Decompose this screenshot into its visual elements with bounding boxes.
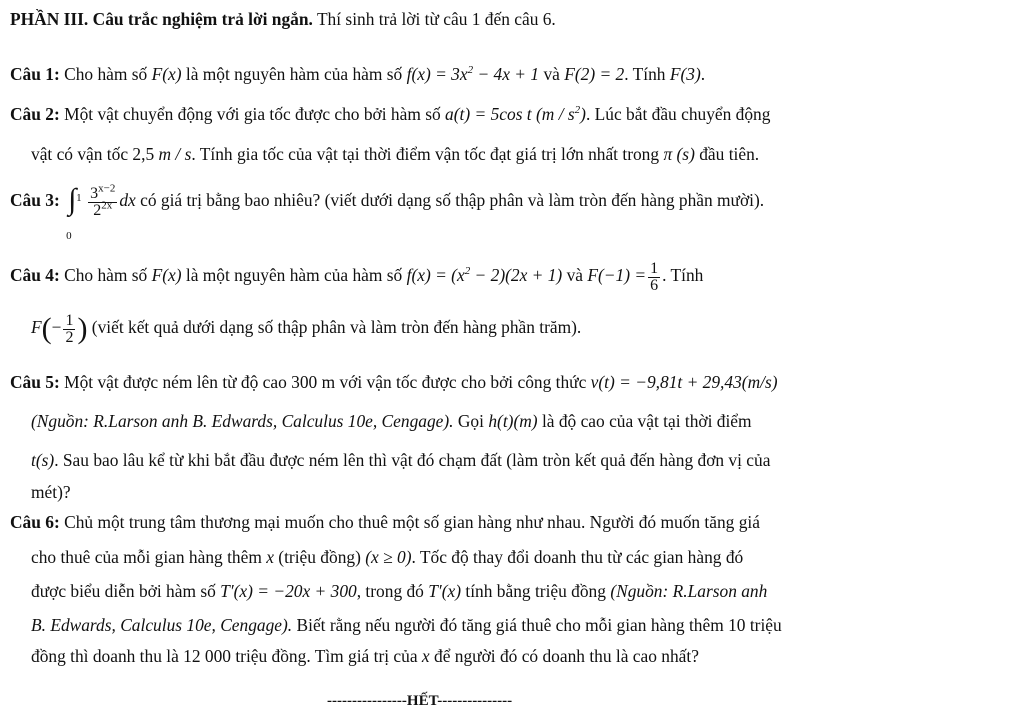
fraction-one-sixth: $\frac{1}{6}$ (650, 259, 659, 294)
question-6-line-4: B. Edwards, Calculus 10e, Cengage). Biết rằng nếu người đó tăng giá thuê cho mỗi gian hàng thêm 10 triệu (31, 615, 782, 635)
math-velocity: v(t) = −9,81t + 29,43(m/s) (590, 372, 778, 392)
fraction-one-half: $\frac{1}{2}$ (65, 311, 74, 346)
question-3: Câu 3: 1 ∫ 0 $\frac{3^{x-2}}{2^{2x}}$ dx có giá trị bằng bao nhiêu? (viết dưới dạng số thập phân và làm tròn đến hàng phần mười). (10, 178, 764, 224)
question-4-label: Câu 4: (10, 265, 60, 285)
question-1-text: . Tính (624, 64, 666, 84)
question-5-line-2: (Nguồn: R.Larson anh B. Edwards, Calculus 10e, Cengage). Gọi h(t)(m) là độ cao của vật tại thời điểm (31, 411, 752, 431)
math-condition: F(−1) = (587, 265, 647, 285)
question-1-text: Cho hàm số (64, 64, 148, 84)
question-3-label: Câu 3: (10, 190, 60, 210)
integrand-fraction: $\frac{3^{x-2}}{2^{2x}}$ (90, 182, 116, 219)
end-marker: ----------------HẾT--------------- (327, 693, 513, 709)
question-1-text: và (543, 64, 560, 84)
math-dx: dx (119, 190, 136, 210)
math-fx: $f(x) = 3x^2 - 4x + 1$ (406, 64, 540, 84)
question-6-line-2: cho thuê của mỗi gian hàng thêm x (triệu đồng) (x ≥ 0). Tốc độ thay đổi doanh thu từ các gian hàng đó (31, 547, 744, 567)
integral-sign: 1 ∫ 0 (66, 183, 82, 242)
question-1-label: Câu 1: (10, 64, 60, 84)
question-6-line-5: đồng thì doanh thu là 12 000 triệu đồng. Tìm giá trị của x để người đó có doanh thu là cao nhất? (31, 646, 699, 666)
question-5-line-3: t(s). Sau bao lâu kể từ khi bắt đầu được ném lên thì vật đó chạm đất (làm tròn kết quả đến hàng đơn vị của (31, 450, 771, 470)
question-4-line-2: F(− $\frac{1}{2}$ ) (viết kết quả dưới dạng số thập phân và làm tròn đến hàng phần trăm). (31, 311, 582, 346)
question-5-line-1: Câu 5: Một vật được ném lên từ độ cao 300 m với vận tốc được cho bởi công thức v(t) = −9,81t + 29,43(m/s) (10, 372, 778, 392)
question-1-text: là một nguyên hàm của hàm số (185, 64, 403, 84)
math-Fx: F(x) (151, 64, 182, 84)
question-6-line-3: được biểu diễn bởi hàm số T′(x) = −20x + 300, trong đó T′(x) tính bằng triệu đồng (Nguồn: R.Larson anh (31, 581, 768, 601)
question-2-label: Câu 2: (10, 104, 60, 124)
section-instruction: Thí sinh trả lời từ câu 1 đến câu 6. (316, 9, 556, 29)
question-1: Câu 1: Cho hàm số F(x) là một nguyên hàm của hàm số $f(x) = 3x^2 - 4x + 1$ và F(2) = 2. Tính F(3). (10, 64, 706, 84)
math-pi: π (663, 144, 673, 164)
question-6-line-1: Câu 6: Chủ một trung tâm thương mại muốn cho thuê một số gian hàng như nhau. Người đó muốn tăng giá (10, 512, 760, 532)
math-derivative: T′(x) = −20x + 300 (220, 581, 357, 601)
question-2-line-1: Câu 2: Một vật chuyển động với gia tốc được cho bởi hàm số a(t) = 5cos t $(m / s^2)$. Lúc bắt đầu chuyển động (10, 104, 771, 124)
question-4-line-1: Câu 4: Cho hàm số F(x) là một nguyên hàm của hàm số $f(x) = (x^2 - 2)(2x + 1)$ và F(−1) = $\frac{1}{6}$ . Tính (10, 259, 704, 294)
math-acceleration: a(t) = 5cos t $(m / s^2)$ (445, 104, 586, 124)
question-6-label: Câu 6: (10, 512, 60, 532)
question-5-line-4: mét)? (31, 482, 71, 502)
section-header (10, 8, 556, 30)
question-5-label: Câu 5: (10, 372, 60, 392)
math-ask: F(3) (669, 64, 701, 84)
math-fx: $f(x) = (x^2 - 2)(2x + 1)$ (406, 265, 563, 285)
section-title: Câu trắc nghiệm trả lời ngắn. (92, 9, 313, 29)
math-condition: F(2) = 2 (564, 64, 625, 84)
source-citation: (Nguồn: R.Larson anh B. Edwards, Calculus 10e, Cengage). (31, 411, 454, 431)
question-2-line-2: vật có vận tốc 2,5 m / s. Tính gia tốc của vật tại thời điểm vận tốc đạt giá trị lớn nhất trong π (s) đầu tiên. (31, 144, 760, 164)
section-part: PHẦN III. (10, 9, 89, 29)
